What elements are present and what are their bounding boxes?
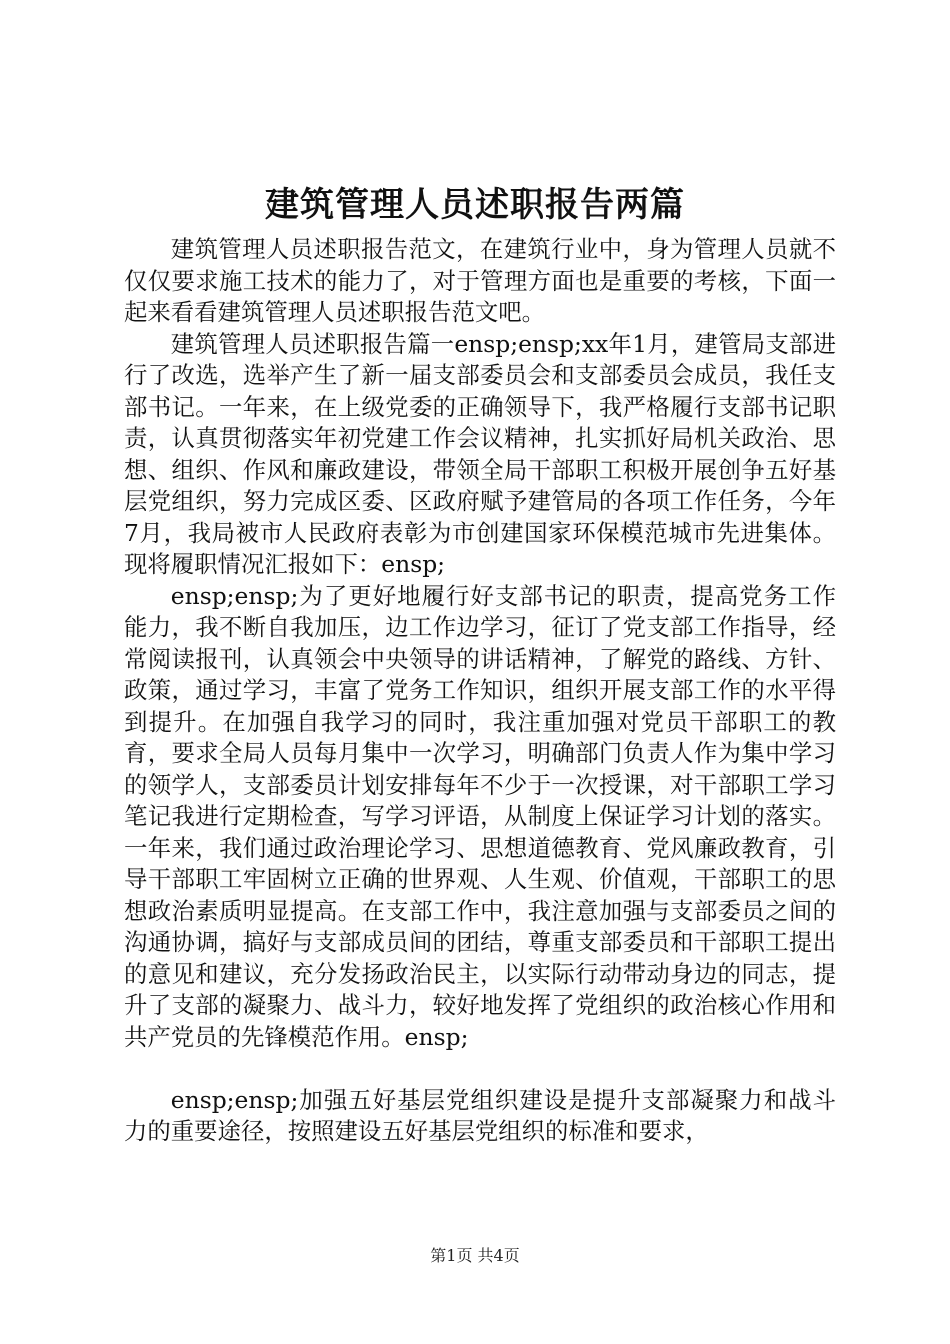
paragraph-five-good: ensp;ensp;加强五好基层党组织建设是提升支部凝聚力和战斗力的重要途径，按照建设五好基层党组织的标准和要求， (124, 1085, 836, 1145)
page-number: 第1页 共4页 (430, 1246, 520, 1265)
document-body (124, 234, 836, 1148)
paragraph-intro: 建筑管理人员述职报告范文，在建筑行业中，身为管理人员就不仅仅要求施工技术的能力了，对于管理方面也是重要的考核，下面一起来看看建筑管理人员述职报告范文吧。 (124, 235, 836, 326)
paragraph-report-one: 建筑管理人员述职报告篇一ensp;ensp;xx年1月，建管局支部进行了改选，选举产生了新一届支部委员会和支部委员会成员，我任支部书记。一年来，在上级党委的正确领导下，我严格履行支部书记职责，认真贯彻落实年初党建工作会议精神，扎实抓好局机关政治、思想、组织、作风和廉政建设，带领全局干部职工积极开展创争五好基层党组织，努力完成区委、区政府赋予建管局的各项工作任务，今年7月，我局被市人民政府表彰为市创建国家环保模范城市先进集体。现将履职情况汇报如下：ensp; (124, 329, 836, 578)
document-title: 建筑管理人员述职报告两篇 (265, 185, 685, 225)
paragraph-study: ensp;ensp;为了更好地履行好支部书记的职责，提高党务工作能力，我不断自我加压，边工作边学习，征订了党支部工作指导，经常阅读报刊，认真领会中央领导的讲话精神，了解党的路线、方针、政策，通过学习，丰富了党务工作知识，组织开展支部工作的水平得到提升。在加强自我学习的同时，我注重加强对党员干部职工的教育，要求全局人员每月集中一次学习，明确部门负责人作为集中学习的领学人，支部委员计划安排每年不少于一次授课，对干部职工学习笔记我进行定期检查，写学习评语，从制度上保证学习计划的落实。一年来，我们通过政治理论学习、思想道德教育、党风廉政教育，引导干部职工牢固树立正确的世界观、人生观、价值观，干部职工的思想政治素质明显提高。在支部工作中，我注意加强与支部委员之间的沟通协调，搞好与支部成员间的团结，尊重支部委员和干部职工提出的意见和建议，充分发扬政治民主，以实际行动带动身边的同志，提升了支部的凝聚力、战斗力，较好地发挥了党组织的政治核心作用和共产党员的先锋模范作用。ensp; (124, 581, 836, 1051)
